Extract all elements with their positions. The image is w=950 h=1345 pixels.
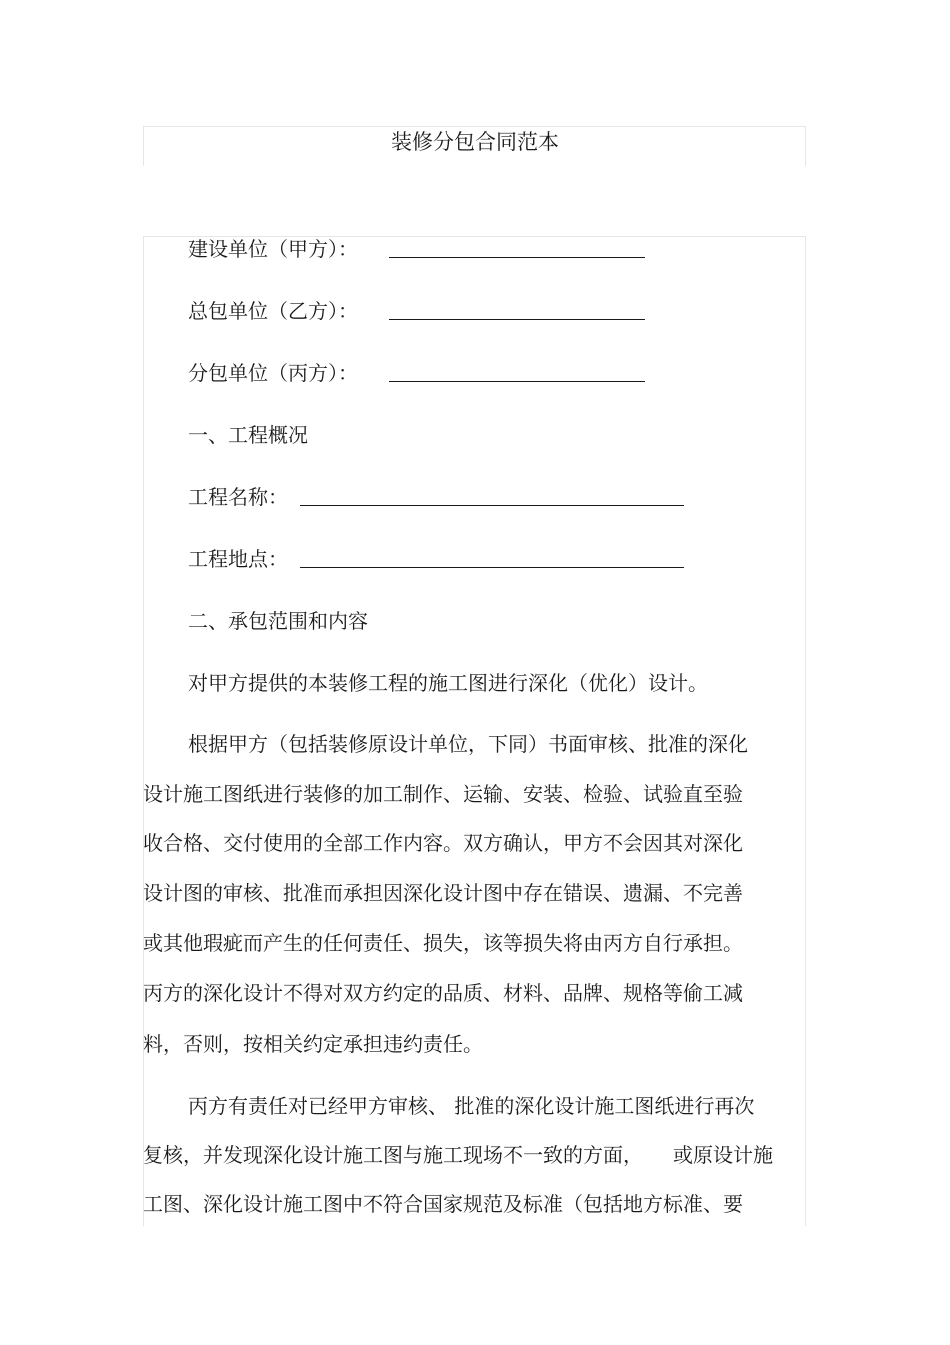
- section1-heading: 一、工程概况: [188, 423, 308, 447]
- project-location-blank: [300, 567, 684, 568]
- subcontractor-blank: [389, 381, 645, 382]
- paragraph-line: 丙方有责任对已经甲方审核、 批准的深化设计施工图纸进行再次: [188, 1094, 755, 1118]
- owner-label: 建设单位（甲方）：: [188, 237, 358, 261]
- paragraph-line: 料，否则，按相关约定承担违约责任。: [143, 1032, 483, 1056]
- general-contractor-blank: [389, 319, 645, 320]
- project-location-label: 工程地点：: [188, 547, 288, 571]
- paragraph-line: 复核，并发现深化设计施工图与施工现场不一致的方面， 或原设计施: [143, 1143, 773, 1167]
- section2-heading: 二、承包范围和内容: [188, 609, 368, 633]
- paragraph-line: 收合格、交付使用的全部工作内容。双方确认，甲方不会因其对深化: [143, 831, 743, 855]
- paragraph-line: 工图、深化设计施工图中不符合国家规范及标准（包括地方标准、要: [143, 1192, 743, 1216]
- document-title: 装修分包合同范本: [391, 130, 559, 154]
- general-contractor-label: 总包单位（乙方）：: [188, 299, 358, 323]
- owner-blank: [389, 257, 645, 258]
- paragraph-line: 设计图的审核、批准而承担因深化设计图中存在错误、遗漏、不完善: [143, 881, 743, 905]
- project-name-blank: [300, 505, 684, 506]
- paragraph-line: 设计施工图纸进行装修的加工制作、运输、安装、检验、试验直至验: [143, 782, 743, 806]
- project-name-label: 工程名称：: [188, 485, 288, 509]
- paragraph-line: 或其他瑕疵而产生的任何责任、损失，该等损失将由丙方自行承担。: [143, 931, 743, 955]
- paragraph-line: 丙方的深化设计不得对双方约定的品质、材料、品牌、规格等偷工减: [143, 981, 743, 1005]
- subcontractor-label: 分包单位（丙方）：: [188, 361, 358, 385]
- paragraph-design: 对甲方提供的本装修工程的施工图进行深化（优化）设计。: [188, 671, 708, 695]
- paragraph-line: 根据甲方（包括装修原设计单位，下同）书面审核、批准的深化: [188, 732, 748, 756]
